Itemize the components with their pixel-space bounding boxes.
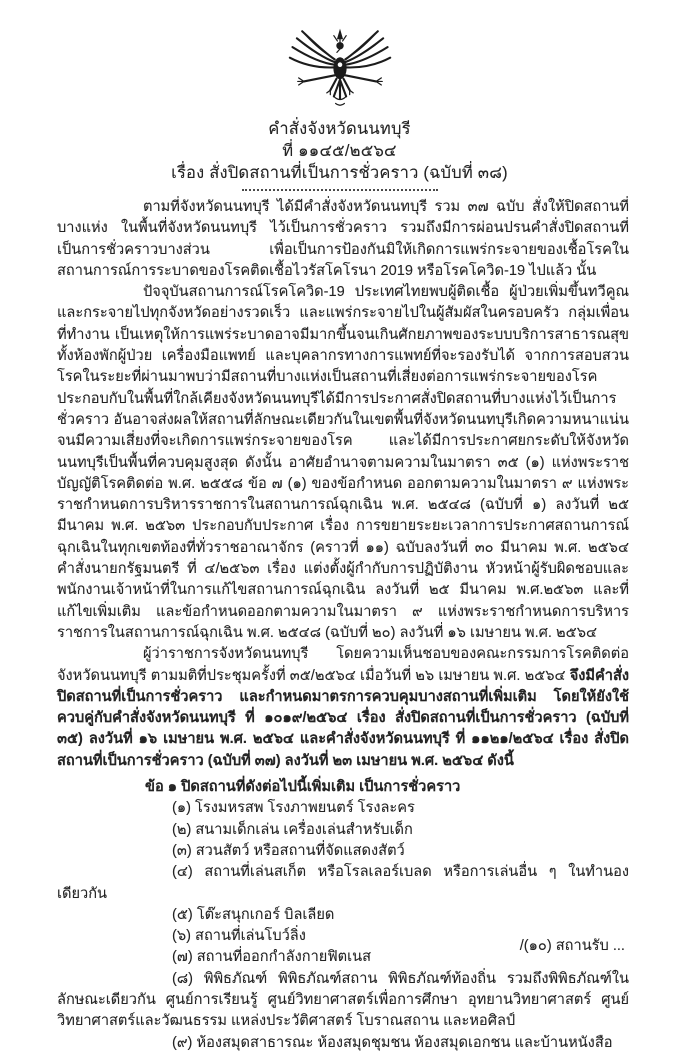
closure-item-2: (๒) สนามเด็กเล่น เครื่องเล่นสำหรับเด็ก — [172, 821, 413, 838]
document-number: ที่ ๑๑๔๕/๒๕๖๔ — [282, 142, 397, 160]
closure-item-8: (๘) พิพิธภัณฑ์ พิพิธภัณฑ์สถาน พิพิธภัณฑ์ท้องถิ่น รวมถึงพิพิธภัณฑ์ในลักษณะเดียวกัน ศูนย์การเรียนรู้ ศูนย์วิทยาศาสตร์เพื่อการศึกษา อุทยานวิทยาศาสตร์ ศูนย์วิทยาศาสตร์และวัฒนธรรม แหล่งประวัติศาสตร์ โบราณสถาน และหอศิลป์ — [57, 970, 629, 1030]
paragraph-preamble: ตามที่จังหวัดนนทบุรี ได้มีคำสั่งจังหวัดนนทบุรี รวม ๓๗ ฉบับ สั่งให้ปิดสถานที่บางแห่ง ในพื้นที่จังหวัดนนทบุรี ไว้เป็นการชั่วคราว รวมถึงมีการผ่อนปรนคำสั่งปิดสถานที่เป็นการชั่วคราวบางส่วน เพื่อเป็นการป้องกันมิให้เกิดการแพร่กระจายของเชื้อโรคในสถานการณ์การระบาดของโรคติดเชื้อไวรัสโคโรนา 2019 หรือโรคโควิด-19 ไปแล้ว นั้น — [57, 199, 629, 279]
closure-item-9: (๙) ห้องสมุดสาธารณะ ห้องสมุดชุมชน ห้องสมุดเอกชน และบ้านหนังสือ — [172, 1034, 613, 1051]
closure-item-3: (๓) สวนสัตว์ หรือสถานที่จัดแสดงสัตว์ — [172, 842, 405, 859]
closure-item-5: (๕) โต๊ะสนุกเกอร์ บิลเลียด — [172, 906, 335, 923]
page-continuation-note: /(๑๐) สถานรับ ... — [519, 938, 625, 954]
paragraph-order-intro: ผู้ว่าราชการจังหวัดนนทบุรี โดยความเห็นชอบของคณะกรรมการโรคติดต่อจังหวัดนนทบุรี ตามมติที่ประชุมครั้งที่ ๓๕/๒๕๖๔ เมื่อวันที่ ๒๖ เมษายน พ.ศ. ๒๕๖๔ — [57, 646, 629, 684]
official-document-page — [0, 26, 679, 1051]
paragraph-order — [57, 644, 629, 772]
document-org-title: คำสั่งจังหวัดนนทบุรี — [268, 120, 411, 138]
closure-item-7: (๗) สถานที่ออกกำลังกายฟิตเนส — [172, 949, 372, 966]
closure-item-4: (๔) สถานที่เล่นสเก็ต หรือโรลเลอร์เบลด หรือการเล่นอื่น ๆ ในทำนองเดียวกัน — [57, 864, 629, 902]
paragraph-order-emphasis: จึงมีคำสั่งปิดสถานที่เป็นการชั่วคราว และกำหนดมาตรการควบคุมบางสถานที่เพิ่มเติม โดยให้ยังใช้ควบคู่กับคำสั่งจังหวัดนนทบุรี ที่ ๑๐๑๙/๒๕๖๔ เรื่อง สั่งปิดสถานที่เป็นการชั่วคราว (ฉบับที่ ๓๕) ลงวันที่ ๑๖ เมษายน พ.ศ. ๒๕๖๔ และคำสั่งจังหวัดนนทบุรี ที่ ๑๑๒๑/๒๕๖๔ เรื่อง สั่งปิดสถานที่เป็นการชั่วคราว (ฉบับที่ ๓๗) ลงวันที่ ๒๓ เมษายน พ.ศ. ๒๕๖๔ ดังนี้ — [57, 667, 629, 769]
document-body — [57, 197, 629, 1054]
garuda-emblem-icon — [284, 26, 396, 114]
closure-items-list — [57, 798, 629, 1054]
dotted-divider — [242, 189, 438, 191]
closure-item-1: (๑) โรงมหรสพ โรงภาพยนตร์ โรงละคร — [172, 800, 415, 817]
document-subject: เรื่อง สั่งปิดสถานที่เป็นการชั่วคราว (ฉบับที่ ๓๘) — [171, 164, 508, 182]
paragraph-situation: ปัจจุบันสถานการณ์โรคโควิด-19 ประเทศไทยพบผู้ติดเชื้อ ผู้ป่วยเพิ่มขึ้นทวีคูณ และกระจายไปทุกจังหวัดอย่างรวดเร็ว และแพร่กระจายไปในผู้สัมผัสในครอบครัว กลุ่มเพื่อน ที่ทำงาน เป็นเหตุให้การแพร่ระบาดอาจมีมากขึ้นจนเกินศักยภาพของระบบบริการสาธารณสุข ทั้งห้องพักผู้ป่วย เครื่องมือแพทย์ และบุคลากรทางการแพทย์ที่จะรองรับได้ จากการสอบสวนโรคในระยะที่ผ่านมาพบว่ามีสถานที่บางแห่งเป็นสถานที่เสี่ยงต่อการแพร่กระจายของโรค ประกอบกับในพื้นที่ใกล้เคียงจังหวัดนนทบุรีได้มีการประกาศสั่งปิดสถานที่บางแห่งไว้เป็นการชั่วคราว อันอาจส่งผลให้สถานที่ลักษณะเดียวกันในเขตพื้นที่จังหวัดนนทบุรีเกิดความหนาแน่นจนมีความเสี่ยงที่จะเกิดการแพร่กระจายของโรค และได้มีการประกาศยกระดับให้จังหวัดนนทบุรีเป็นพื้นที่ควบคุมสูงสุด ดังนั้น อาศัยอำนาจตามความในมาตรา ๓๕ (๑) แห่งพระราชบัญญัติโรคติดต่อ พ.ศ. ๒๕๕๘ ข้อ ๗ (๑) ของข้อกำหนด ออกตามความในมาตรา ๙ แห่งพระราชกำหนดการบริหารราชการในสถานการณ์ฉุกเฉิน พ.ศ. ๒๕๔๘ (ฉบับที่ ๑) ลงวันที่ ๒๕ มีนาคม พ.ศ. ๒๕๖๓ ประกอบกับประกาศ เรื่อง การขยายระยะเวลาการประกาศสถานการณ์ฉุกเฉินในทุกเขตท้องที่ทั่วราชอาณาจักร (คราวที่ ๑๑) ฉบับลงวันที่ ๓๐ มีนาคม พ.ศ. ๒๕๖๔ คำสั่งนายกรัฐมนตรี ที่ ๔/๒๕๖๓ เรื่อง แต่งตั้งผู้กำกับการปฏิบัติงาน หัวหน้าผู้รับผิดชอบและพนักงานเจ้าหน้าที่ในการแก้ไขสถานการณ์ฉุกเฉิน ลงวันที่ ๒๕ มีนาคม พ.ศ.๒๕๖๓ และที่แก้ไขเพิ่มเติม และข้อกำหนดออกตามความในมาตรา ๙ แห่งพระราชกำหนดการบริหารราชการในสถานการณ์ฉุกเฉิน พ.ศ. ๒๕๔๘ (ฉบับที่ ๒๐) ลงวันที่ ๑๖ เมษายน พ.ศ. ๒๕๖๔ — [57, 284, 629, 641]
clause-1-heading: ข้อ ๑ ปิดสถานที่ดังต่อไปนี้เพิ่มเติม เป็นการชั่วคราว — [145, 779, 461, 796]
closure-item-6: (๖) สถานที่เล่นโบว์ลิ่ง — [172, 928, 306, 945]
